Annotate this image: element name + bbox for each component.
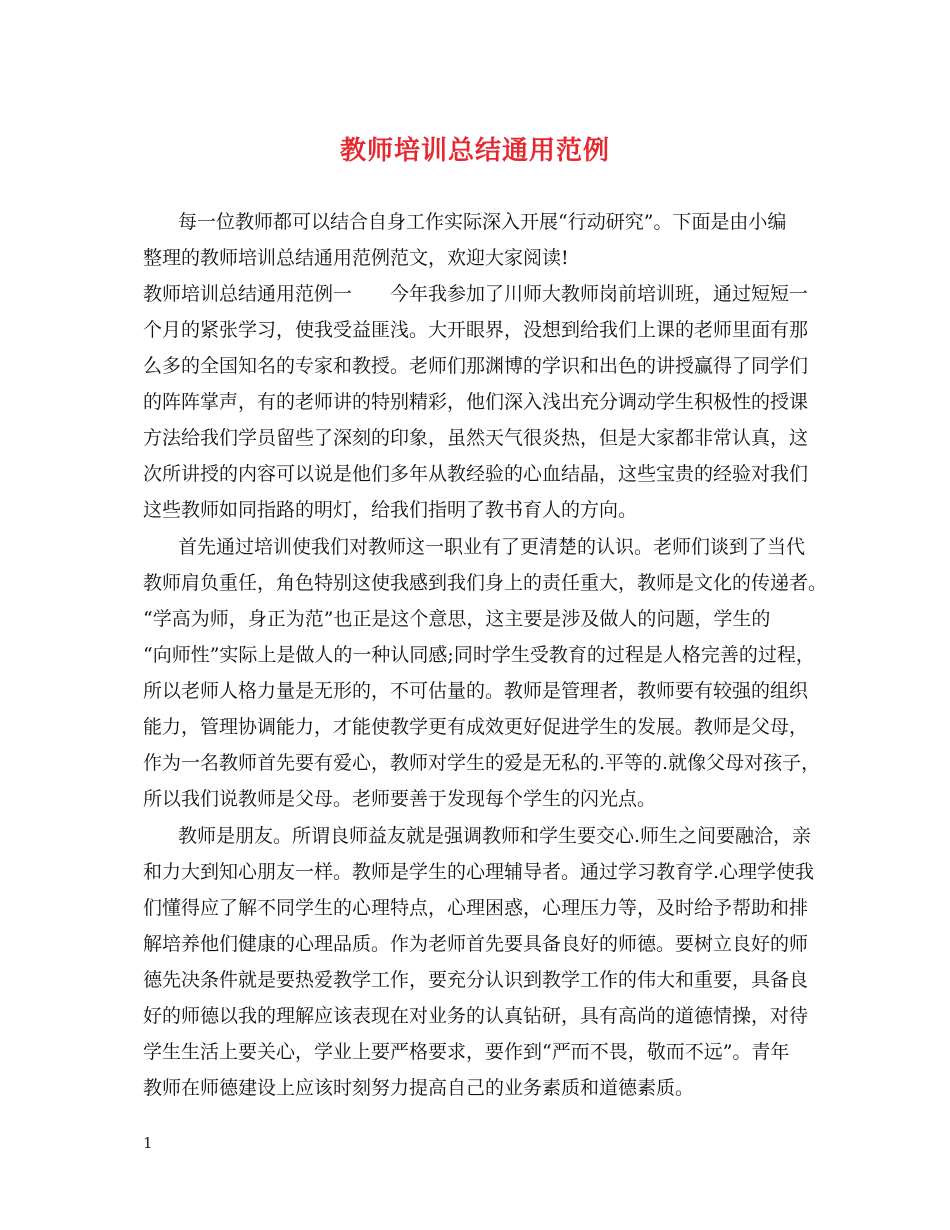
body-line: 教师是朋友。所谓良师益友就是强调教师和学生要交心.师生之间要融洽，亲 — [178, 825, 812, 847]
body-line: “向师性”实际上是做人的一种认同感;同时学生受教育的过程是人格完善的过程， — [143, 644, 815, 666]
page-title: 教师培训总结通用范例 — [339, 136, 610, 166]
body-line: “学高为师，身正为范”也正是这个意思，这主要是涉及做人的问题，学生的 — [143, 608, 771, 630]
body-line: 和力大到知心朋友一样。教师是学生的心理辅导者。通过学习教育学.心理学使我 — [143, 861, 815, 883]
body-line: 解培养他们健康的心理品质。作为老师首先要具备良好的师德。要树立良好的师 — [143, 933, 809, 955]
body-line: 这些教师如同指路的明灯，给我们指明了教书育人的方向。 — [143, 499, 638, 521]
body-line: 所以老师人格力量是无形的，不可估量的。教师是管理者，教师要有较强的组织 — [143, 680, 809, 702]
body-line: 每一位教师都可以结合自身工作实际深入开展“行动研究”。下面是由小编 — [178, 211, 787, 233]
body-line: 方法给我们学员留些了深刻的印象，虽然天气很炎热，但是大家都非常认真，这 — [143, 427, 809, 449]
body-line: 次所讲授的内容可以说是他们多年从教经验的心血结晶，这些宝贵的经验对我们 — [143, 463, 809, 485]
body-line: 教师在师德建设上应该时刻努力提高自己的业务素质和道德素质。 — [143, 1077, 695, 1099]
body-line: 作为一名教师首先要有爱心，教师对学生的爱是无私的.平等的.就像父母对孩子， — [143, 752, 821, 774]
body-line: 好的师德以我的理解应该表现在对业务的认真钻研，具有高尚的道德情操，对待 — [143, 1005, 809, 1027]
body-line: 德先决条件就是要热爱教学工作，要充分认识到教学工作的伟大和重要，具备良 — [143, 969, 809, 991]
body-line: 的阵阵掌声，有的老师讲的特别精彩，他们深入浅出充分调动学生积极性的授课 — [143, 391, 809, 413]
body-line: 教师肩负重任，角色特别这使我感到我们身上的责任重大，教师是文化的传递者。 — [143, 572, 828, 594]
body-line: 能力，管理协调能力，才能使教学更有成效更好促进学生的发展。教师是父母， — [143, 716, 809, 738]
body-line: 么多的全国知名的专家和教授。老师们那渊博的学识和出色的讲授赢得了同学们 — [143, 355, 809, 377]
body-line: 教师培训总结通用范例一 今年我参加了川师大教师岗前培训班，通过短短一 — [143, 283, 809, 305]
body-line: 首先通过培训使我们对教师这一职业有了更清楚的认识。老师们谈到了当代 — [178, 536, 806, 558]
body-line: 学生生活上要关心，学业上要严格要求，要作到“严而不畏，敬而不远”。青年 — [143, 1041, 790, 1063]
body-line: 所以我们说教师是父母。老师要善于发现每个学生的闪光点。 — [143, 788, 657, 810]
page-number: 1 — [143, 1134, 153, 1152]
body-line: 个月的紧张学习，使我受益匪浅。大开眼界，没想到给我们上课的老师里面有那 — [143, 319, 809, 341]
body-line: 整理的教师培训总结通用范例范文，欢迎大家阅读! — [143, 247, 569, 269]
body-line: 们懂得应了解不同学生的心理特点，心理困惑，心理压力等，及时给予帮助和排 — [143, 897, 809, 919]
